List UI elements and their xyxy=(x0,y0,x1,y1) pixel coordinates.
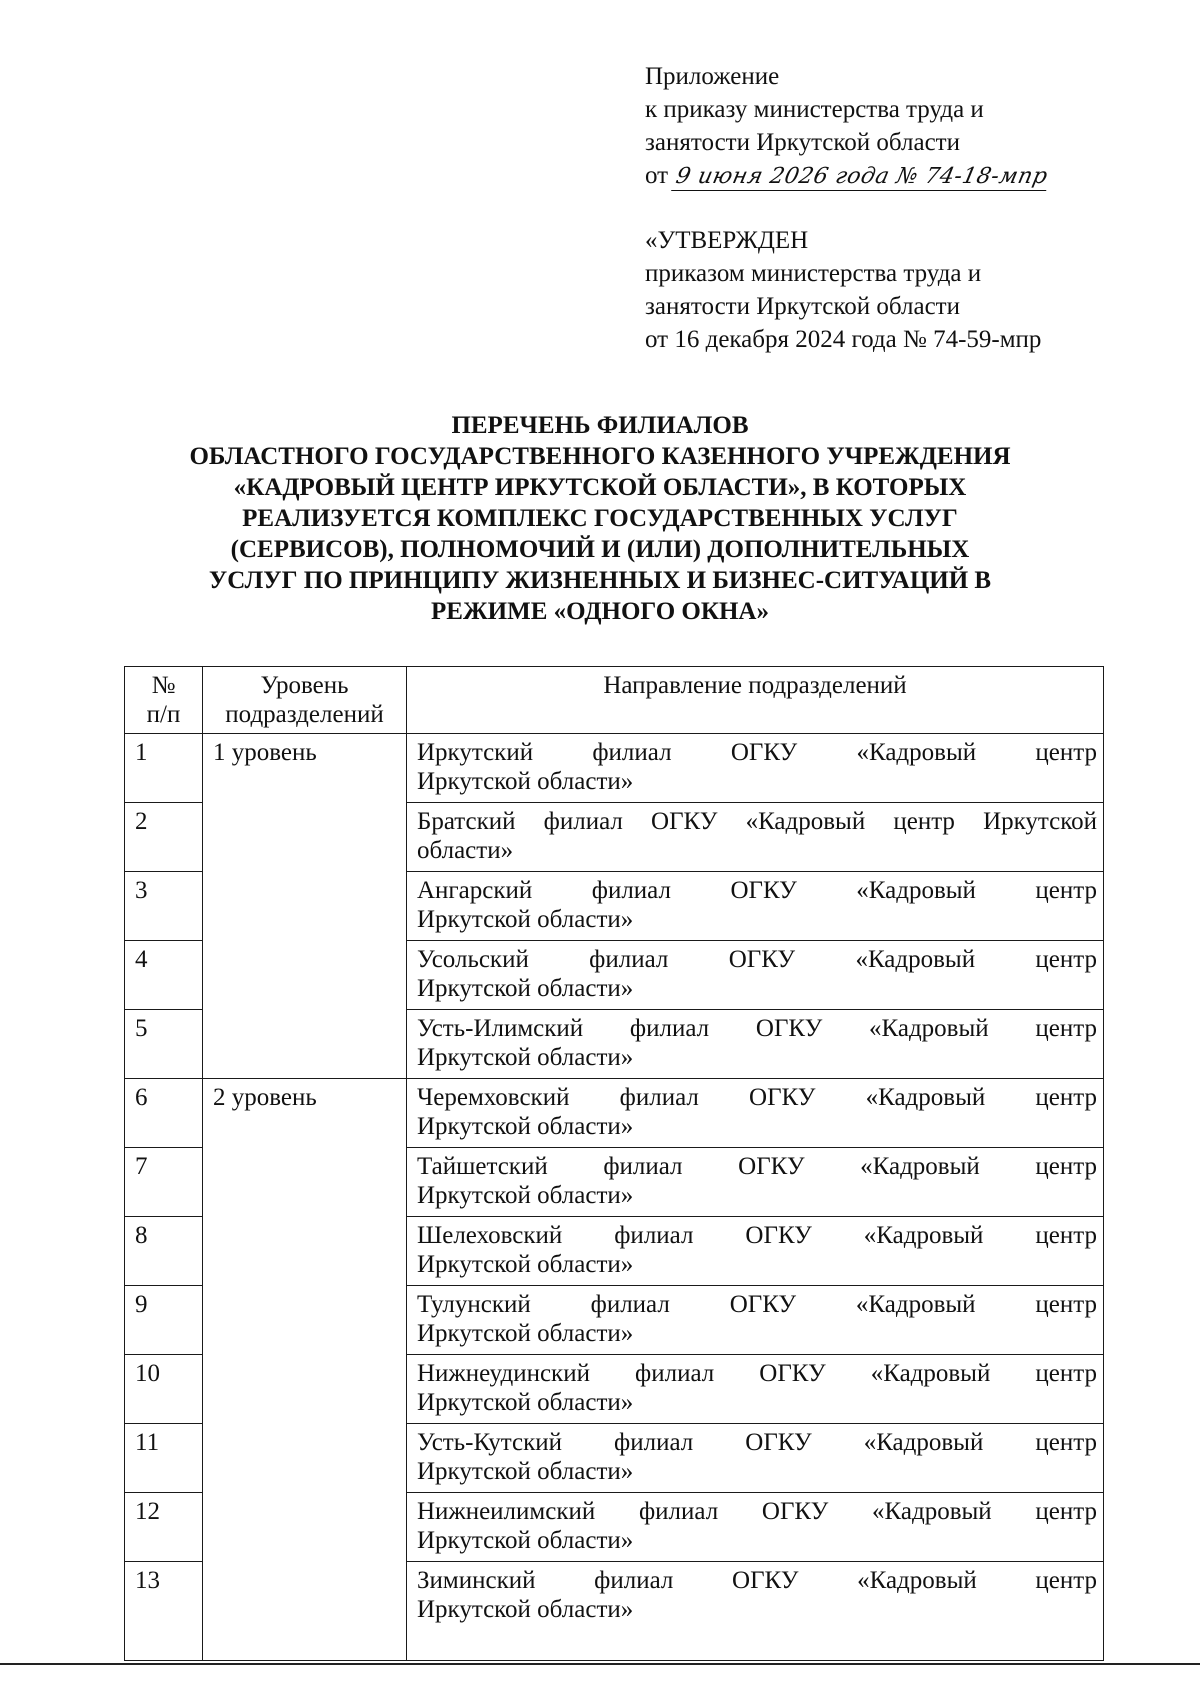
title-line: УСЛУГ ПО ПРИНЦИПУ ЖИЗНЕННЫХ И БИЗНЕС-СИТУАЦИЙ В xyxy=(208,567,992,594)
approved-line: занятости Иркутской области xyxy=(645,293,960,320)
approved-line: приказом министерства труда и xyxy=(645,260,982,287)
row-direction xyxy=(407,1079,1104,1148)
title-line: (СЕРВИСОВ), ПОЛНОМОЧИЙ И (ИЛИ) ДОПОЛНИТЕЛЬНЫХ xyxy=(230,536,970,563)
row-number: 4 xyxy=(125,941,203,1010)
row-direction-line2: Иркутской области» xyxy=(417,1113,634,1140)
row-direction xyxy=(407,734,1104,803)
appendix-line: Приложение xyxy=(645,63,780,90)
header-direction: Направление подразделений xyxy=(407,667,1104,734)
header-level-line1: Уровень xyxy=(260,672,349,699)
row-direction xyxy=(407,1562,1104,1661)
document-title xyxy=(110,410,1090,627)
table-body xyxy=(125,734,1104,1661)
row-number: 3 xyxy=(125,872,203,941)
row-direction-line1: Шелеховский филиал ОГКУ «Кадровый центр xyxy=(417,1222,1097,1249)
row-direction-line1: Братский филиал ОГКУ «Кадровый центр Иркутской xyxy=(417,808,1097,835)
header-number xyxy=(125,667,203,734)
row-direction xyxy=(407,1286,1104,1355)
row-direction-line1: Ангарский филиал ОГКУ «Кадровый центр xyxy=(417,877,1097,904)
appendix-line: к приказу министерства труда и xyxy=(645,96,984,123)
row-direction xyxy=(407,1493,1104,1562)
page-bottom-rule xyxy=(0,1663,1200,1665)
header-number-line1: № xyxy=(151,672,176,699)
row-direction-line1: Тулунский филиал ОГКУ «Кадровый центр xyxy=(417,1291,1097,1318)
title-line: «КАДРОВЫЙ ЦЕНТР ИРКУТСКОЙ ОБЛАСТИ», В КОТОРЫХ xyxy=(233,474,967,501)
title-line: ОБЛАСТНОГО ГОСУДАРСТВЕННОГО КАЗЕННОГО УЧРЕЖДЕНИЯ xyxy=(189,443,1011,470)
row-direction-line2: Иркутской области» xyxy=(417,1044,634,1071)
table-row xyxy=(125,734,1104,803)
row-number: 7 xyxy=(125,1148,203,1217)
row-direction-line1: Тайшетский филиал ОГКУ «Кадровый центр xyxy=(417,1153,1097,1180)
row-direction-line1: Усть-Кутский филиал ОГКУ «Кадровый центр xyxy=(417,1429,1097,1456)
header-level xyxy=(203,667,407,734)
row-direction xyxy=(407,1355,1104,1424)
row-number: 6 xyxy=(125,1079,203,1148)
row-direction-line2: области» xyxy=(417,837,514,864)
row-direction xyxy=(407,872,1104,941)
row-direction-line2: Иркутской области» xyxy=(417,768,634,795)
row-direction-line2: Иркутской области» xyxy=(417,975,634,1002)
handwritten-order-date: 9 июня 2026 года № 74-18-мпр xyxy=(671,164,1052,191)
row-number: 1 xyxy=(125,734,203,803)
appendix-line: занятости Иркутской области xyxy=(645,129,960,156)
table-header-row xyxy=(125,667,1104,734)
row-direction-line1: Черемховский филиал ОГКУ «Кадровый центр xyxy=(417,1084,1097,1111)
row-level: 2 уровень xyxy=(203,1079,407,1661)
row-direction-line2: Иркутской области» xyxy=(417,1458,634,1485)
row-direction xyxy=(407,803,1104,872)
branches-table xyxy=(124,666,1104,1661)
row-direction-line1: Усть-Илимский филиал ОГКУ «Кадровый центр xyxy=(417,1015,1097,1042)
row-direction-line2: Иркутской области» xyxy=(417,1182,634,1209)
row-direction xyxy=(407,1148,1104,1217)
row-direction-line2: Иркутской области» xyxy=(417,1389,634,1416)
row-number: 5 xyxy=(125,1010,203,1079)
row-number: 12 xyxy=(125,1493,203,1562)
row-direction-line2: Иркутской области» xyxy=(417,1527,634,1554)
row-number: 10 xyxy=(125,1355,203,1424)
header-number-line2: п/п xyxy=(146,701,181,728)
title-line: РЕЖИМЕ «ОДНОГО ОКНА» xyxy=(431,598,769,625)
row-direction-line1: Иркутский филиал ОГКУ «Кадровый центр xyxy=(417,739,1097,766)
row-direction-line2: Иркутской области» xyxy=(417,1596,634,1623)
title-line: РЕАЛИЗУЕТСЯ КОМПЛЕКС ГОСУДАРСТВЕННЫХ УСЛУГ xyxy=(242,505,958,532)
table-row xyxy=(125,1079,1104,1148)
row-direction xyxy=(407,1217,1104,1286)
appendix-date-prefix: от xyxy=(645,162,669,189)
row-direction xyxy=(407,941,1104,1010)
appendix-block xyxy=(645,60,1115,356)
row-number: 13 xyxy=(125,1562,203,1661)
title-line: ПЕРЕЧЕНЬ ФИЛИАЛОВ xyxy=(451,412,749,439)
row-number: 11 xyxy=(125,1424,203,1493)
approved-line: «УТВЕРЖДЕН xyxy=(645,227,809,254)
row-direction-line1: Нижнеудинский филиал ОГКУ «Кадровый центр xyxy=(417,1360,1097,1387)
approved-line: от 16 декабря 2024 года № 74-59-мпр xyxy=(645,326,1042,353)
row-direction-line2: Иркутской области» xyxy=(417,906,634,933)
row-direction-line1: Усольский филиал ОГКУ «Кадровый центр xyxy=(417,946,1097,973)
row-level: 1 уровень xyxy=(203,734,407,1079)
row-number: 2 xyxy=(125,803,203,872)
row-direction-line2: Иркутской области» xyxy=(417,1251,634,1278)
header-level-line2: подразделений xyxy=(225,701,384,728)
approved-block xyxy=(645,224,1115,356)
row-direction-line1: Зиминский филиал ОГКУ «Кадровый центр xyxy=(417,1567,1097,1594)
row-direction-line1: Нижнеилимский филиал ОГКУ «Кадровый центр xyxy=(417,1498,1097,1525)
appendix-date-line xyxy=(645,159,1115,192)
row-direction xyxy=(407,1010,1104,1079)
row-number: 9 xyxy=(125,1286,203,1355)
row-direction-line2: Иркутской области» xyxy=(417,1320,634,1347)
row-direction xyxy=(407,1424,1104,1493)
row-number: 8 xyxy=(125,1217,203,1286)
